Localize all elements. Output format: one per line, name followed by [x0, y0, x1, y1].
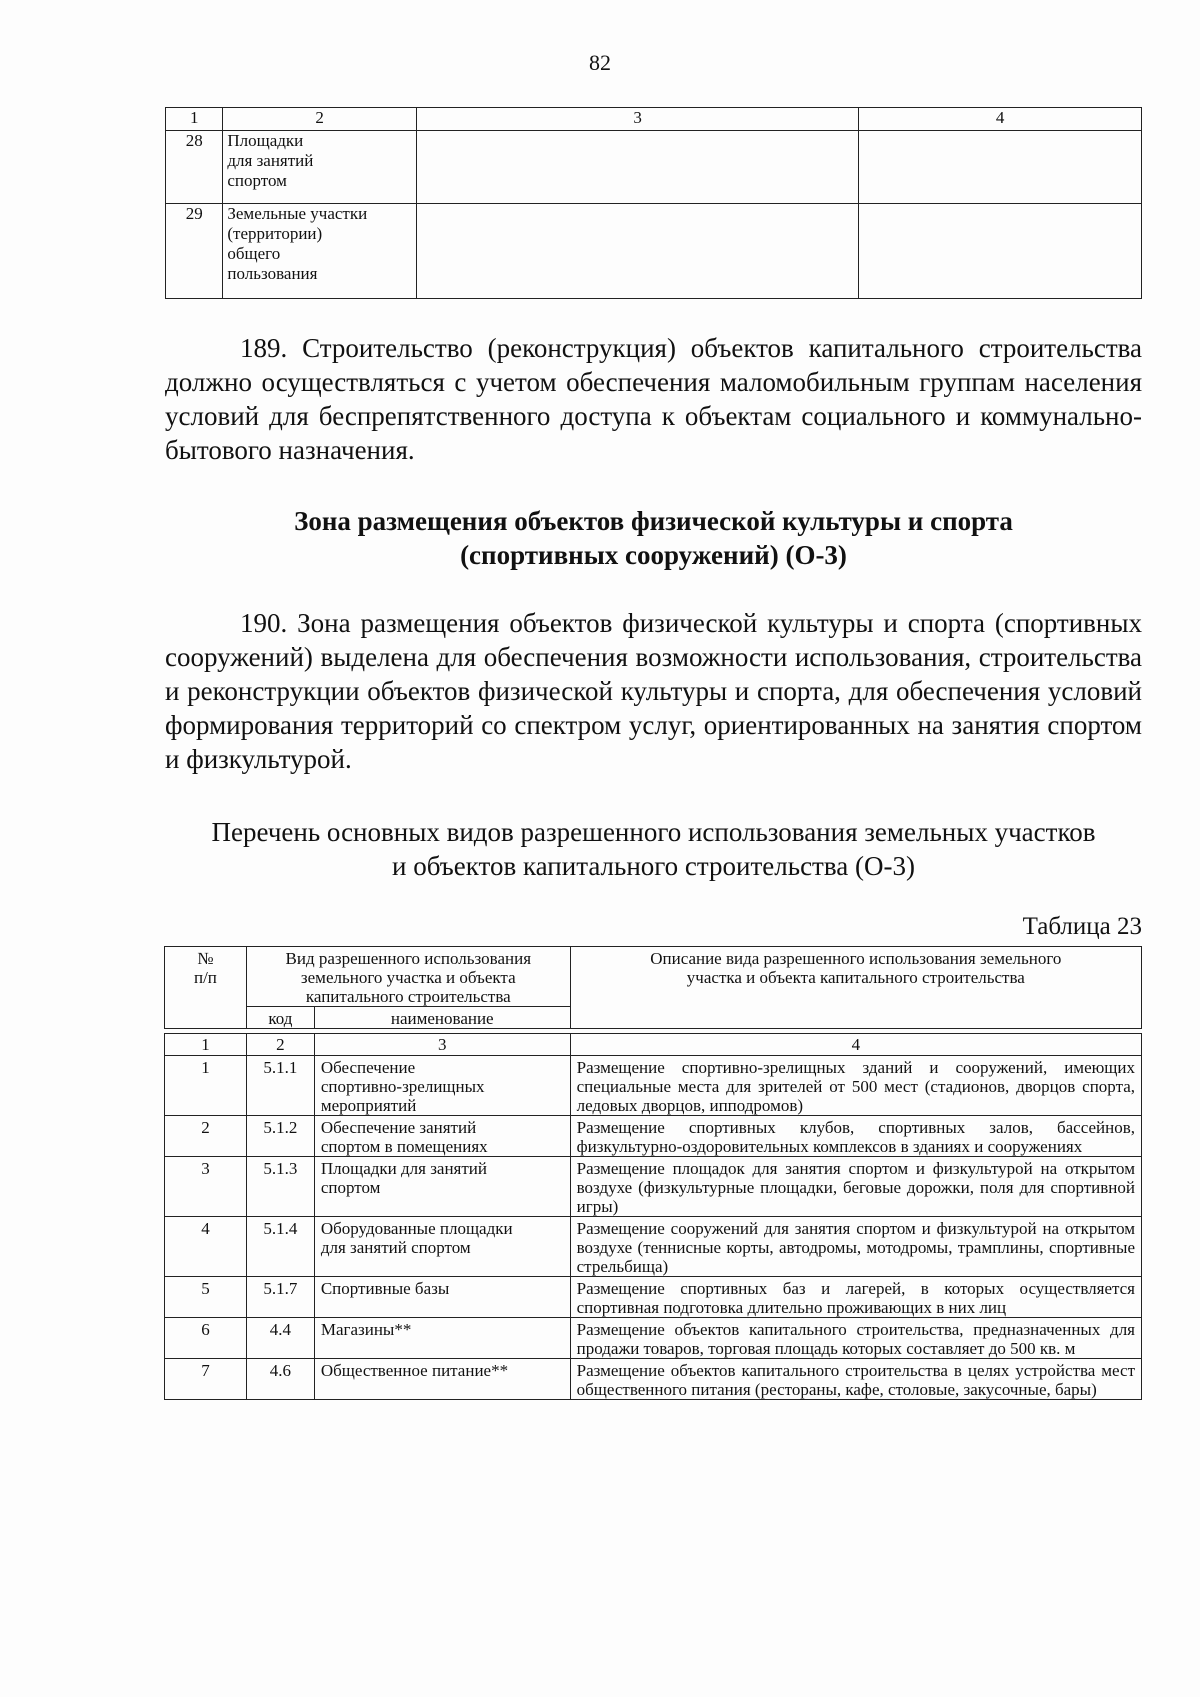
index-cell: 1 — [165, 1034, 247, 1056]
index-cell: 4 — [570, 1034, 1141, 1056]
continuation-table — [165, 107, 1142, 299]
zone-heading: Зона размещения объектов физической культуры и спорта (спортивных сооружений) (О-3) — [294, 506, 1013, 570]
row-code: 4.4 — [246, 1318, 314, 1359]
row-code: 5.1.3 — [246, 1157, 314, 1217]
table-caption: Таблица 23 — [1022, 913, 1142, 940]
table-row — [165, 1157, 1142, 1217]
row-code: 5.1.7 — [246, 1277, 314, 1318]
row-name: Магазины** — [314, 1318, 570, 1359]
row-cell — [416, 131, 858, 204]
paragraph-189 — [165, 331, 1142, 467]
row-code: 5.1.4 — [246, 1217, 314, 1277]
row-number: 28 — [166, 131, 223, 204]
header-description: Описание вида разрешенного использования земельного участка и объекта капитального строительства — [570, 947, 1141, 1029]
land-use-table — [164, 946, 1142, 1400]
table-header-row — [165, 947, 1142, 1007]
paragraph-190 — [165, 606, 1142, 776]
row-description: Размещение сооружений для занятия спортом и физкультурой на открытом воздухе (теннисные корты, автодромы, мотодромы, трамплины, спортивные стрельбища) — [570, 1217, 1141, 1277]
row-description: Размещение спортивных клубов, спортивных залов, бассейнов, физкультурно-оздоровительных комплексов в зданиях и сооружениях — [570, 1116, 1141, 1157]
index-cell: 2 — [246, 1034, 314, 1056]
row-code: 5.1.2 — [246, 1116, 314, 1157]
row-number: 1 — [165, 1056, 247, 1116]
table-index-row — [165, 1034, 1142, 1056]
row-number: 6 — [165, 1318, 247, 1359]
row-description: Размещение объектов капитального строительства, предназначенных для продажи товаров, торговая площадь которых составляет до 500 кв. м — [570, 1318, 1141, 1359]
row-cell — [416, 204, 858, 299]
row-name: Обеспечение спортивно-зрелищных мероприятий — [314, 1056, 570, 1116]
header-name: наименование — [314, 1007, 570, 1029]
row-cell — [859, 131, 1142, 204]
row-number: 4 — [165, 1217, 247, 1277]
row-number: 2 — [165, 1116, 247, 1157]
row-number: 7 — [165, 1359, 247, 1400]
row-name: Общественное питание** — [314, 1359, 570, 1400]
row-number: 3 — [165, 1157, 247, 1217]
table-header-row — [166, 108, 1142, 131]
row-code: 5.1.1 — [246, 1056, 314, 1116]
row-name: Земельные участки (территории) общего пользования — [223, 204, 417, 299]
row-name: Обеспечение занятий спортом в помещениях — [314, 1116, 570, 1157]
row-name: Площадки для занятий спортом — [223, 131, 417, 204]
row-name: Оборудованные площадки для занятий спортом — [314, 1217, 570, 1277]
header-number: № п/п — [165, 947, 247, 1029]
row-name: Спортивные базы — [314, 1277, 570, 1318]
page-number: 82 — [589, 50, 611, 75]
row-description: Размещение площадок для занятия спортом и физкультурой на открытом воздухе (физкультурные площадки, беговые дорожки, поля для спортивной игры) — [570, 1157, 1141, 1217]
paragraph-189-text: 189. Строительство (реконструкция) объектов капитального строительства должно осуществляться с учетом обеспечения маломобильным группам населения условий для беспрепятственного доступа к объектам социального и коммунально-бытового назначения. — [165, 333, 1142, 465]
row-description: Размещение спортивно-зрелищных зданий и сооружений, имеющих специальные места для зрителей от 500 мест (стадионов, дворцов спорта, ледовых дворцов, ипподромов) — [570, 1056, 1141, 1116]
table-row — [165, 1318, 1142, 1359]
col-header: 2 — [223, 108, 417, 131]
header-kind: Вид разрешенного использования земельного участка и объекта капитального строительства — [246, 947, 570, 1007]
row-description: Размещение объектов капитального строительства в целях устройства мест общественного питания (рестораны, кафе, столовые, закусочные, бары) — [570, 1359, 1141, 1400]
col-header: 4 — [859, 108, 1142, 131]
paragraph-190-text: 190. Зона размещения объектов физической культуры и спорта (спортивных сооружений) выделена для обеспечения возможности использования, строительства и реконструкции объектов физической культуры и спорта, для обеспечения условий формирования территорий со спектром услуг, ориентированных на занятия спортом и физкультурой. — [165, 608, 1142, 774]
row-code: 4.6 — [246, 1359, 314, 1400]
table-row — [165, 1056, 1142, 1116]
table-row — [166, 131, 1142, 204]
col-header: 3 — [416, 108, 858, 131]
row-number: 29 — [166, 204, 223, 299]
row-number: 5 — [165, 1277, 247, 1318]
row-name: Площадки для занятий спортом — [314, 1157, 570, 1217]
index-cell: 3 — [314, 1034, 570, 1056]
table-row — [166, 204, 1142, 299]
table-row — [165, 1217, 1142, 1277]
table-row — [165, 1277, 1142, 1318]
col-header: 1 — [166, 108, 223, 131]
row-description: Размещение спортивных баз и лагерей, в которых осуществляется спортивная подготовка длительно проживающих в них лиц — [570, 1277, 1141, 1318]
list-heading: Перечень основных видов разрешенного использования земельных участков и объектов капитального строительства (О-3) — [211, 817, 1096, 881]
row-cell — [859, 204, 1142, 299]
table-row — [165, 1359, 1142, 1400]
header-code: код — [246, 1007, 314, 1029]
table-row — [165, 1116, 1142, 1157]
